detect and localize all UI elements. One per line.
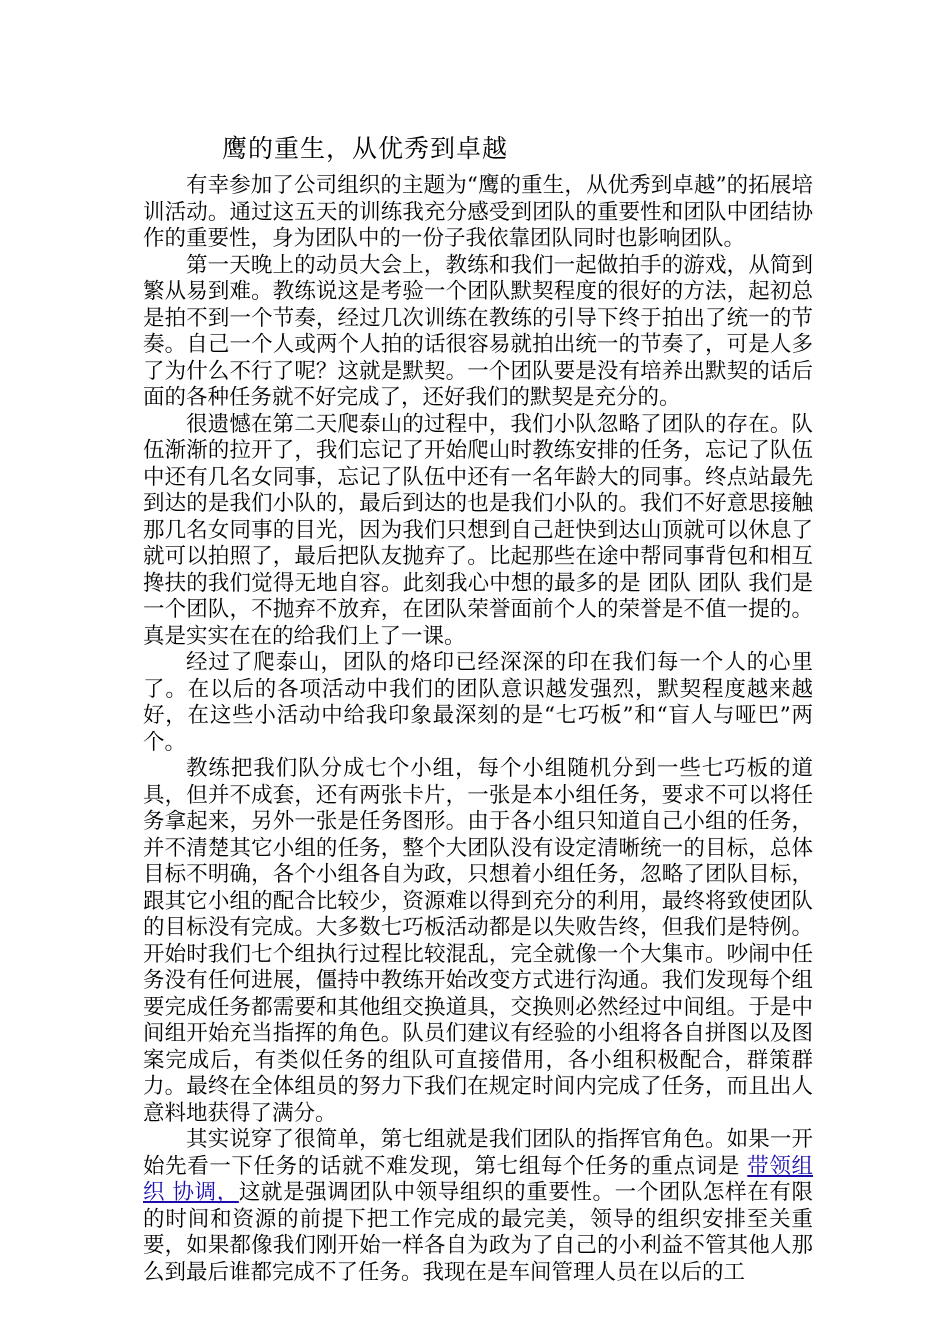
paragraph-2: 第一天晚上的动员大会上，教练和我们一起做拍手的游戏，从简到繁从易到难。教练说这是考验一个团队默契程度的很好的方法，起初总是拍不到一个节奏，经过几次训练在教练的引导下终于拍出了统一的节奏。自己一个人或两个人拍的话很容易就拍出统一的节奏了，可是人多了为什么不行了呢？这就是默契。一个团队要是没有培养出默契的话后面的各种任务就不好完成了，还好我们的默契是充分的。 bbox=[143, 252, 813, 410]
paragraph-6 bbox=[143, 1127, 813, 1286]
keyword-link[interactable]: 带领组织 协调， bbox=[143, 1153, 813, 1205]
paragraph-3: 很遗憾在第二天爬泰山的过程中，我们小队忽略了团队的存在。队伍渐渐的拉开了，我们忘记了开始爬山时教练安排的任务，忘记了队伍中还有几名女同事，忘记了队伍中还有一名年龄大的同事。终点站最先到达的是我们小队的，最后到达的也是我们小队的。我们不好意思接触那几名女同事的目光，因为我们只想到自己赶快到达山顶就可以休息了就可以拍照了，最后把队友抛弃了。比起那些在途中帮同事背包和相互搀扶的我们觉得无地自容。此刻我心中想的最多的是 团队 团队 我们是一个团队，不抛弃不放弃，在团队荣誉面前个人的荣誉是不值一提的。真是实实在在的给我们上了一课。 bbox=[143, 411, 813, 649]
document-body bbox=[143, 173, 813, 1286]
paragraph-1: 有幸参加了公司组织的主题为“鹰的重生，从优秀到卓越”的拓展培训活动。通过这五天的训练我充分感受到团队的重要性和团队中团结协作的重要性，身为团队中的一份子我依靠团队同时也影响团队。 bbox=[143, 173, 813, 251]
paragraph-5: 教练把我们队分成七个小组，每个小组随机分到一些七巧板的道具，但并不成套，还有两张卡片，一张是本小组任务，要求不可以将任务拿起来，另外一张是任务图形。由于各小组只知道自己小组的任务，并不清楚其它小组的任务，整个大团队没有设定清晰统一的目标，总体目标不明确，各个小组各自为政，只想着小组任务，忽略了团队目标，跟其它小组的配合比较少，资源难以得到充分的利用，最终将致使团队的目标没有完成。大多数七巧板活动都是以失败告终，但我们是特例。开始时我们七个组执行过程比较混乱，完全就像一个大集市。吵闹中任务没有任何进展，僵持中教练开始改变方式进行沟通。我们发现每个组要完成任务都需要和其他组交换道具，交换则必然经过中间组。于是中间组开始充当指挥的角色。队员们建议有经验的小组将各自拼图以及图案完成后，有类似任务的组队可直接借用，各小组积极配合，群策群力。最终在全体组员的努力下我们在规定时间内完成了任务，而且出人意料地获得了满分。 bbox=[143, 756, 813, 1126]
paragraph-6-text-after: 这就是强调团队中领导组织的重要性。一个团队怎样在有限的时间和资源的前提下把工作完成的最完美，领导的组织安排至关重要，如果都像我们刚开始一样各自为政为了自己的小利益不管其他人那么到最后谁都完成不了任务。我现在是车间管理人员在以后的工 bbox=[143, 1180, 813, 1285]
paragraph-4: 经过了爬泰山，团队的烙印已经深深的印在我们每一个人的心里了。在以后的各项活动中我们的团队意识越发强烈，默契程度越来越好，在这些小活动中给我印象最深刻的是“七巧板”和“盲人与哑巴”两个。 bbox=[143, 650, 813, 755]
document-title: 鹰的重生，从优秀到卓越 bbox=[222, 134, 509, 163]
paragraph-6-text-before: 其实说穿了很简单，第七组就是我们团队的指挥官角色。如果一开始先看一下任务的话就不难发现，第七组每个任务的重点词是 bbox=[143, 1127, 813, 1179]
